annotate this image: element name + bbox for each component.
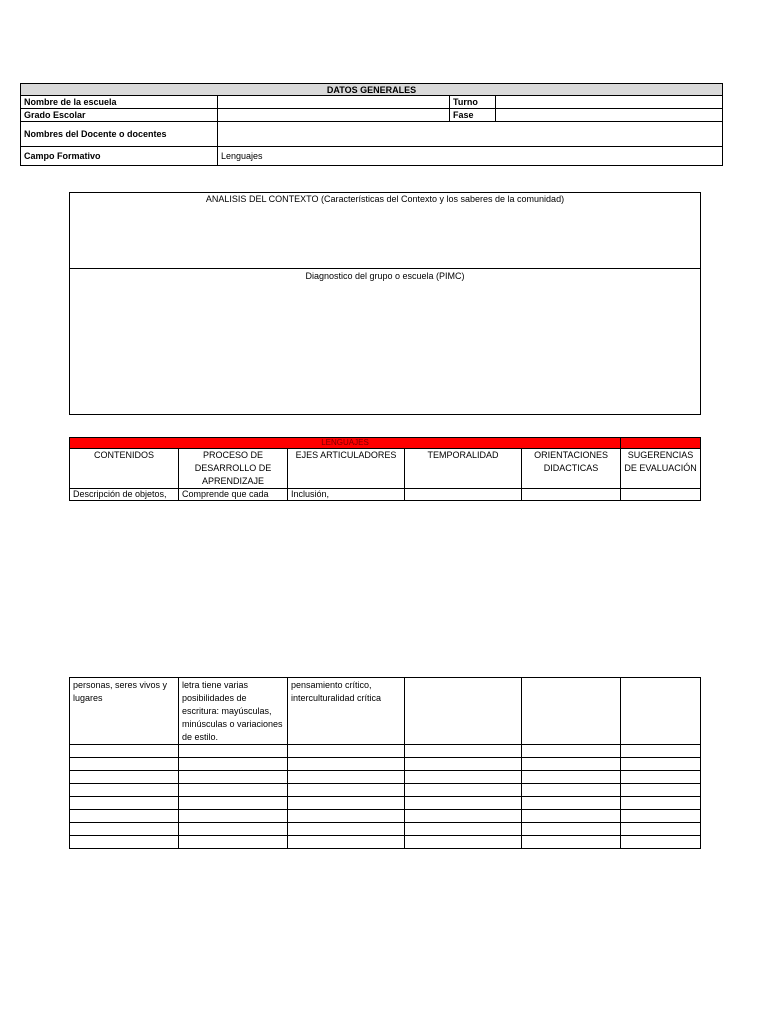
col-contenidos: CONTENIDOS [70,449,179,489]
label-turno: Turno [450,96,496,109]
lenguajes-table [69,437,701,501]
col-sugerencias: SUGERENCIAS DE EVALUACIÓN [621,449,701,489]
empty-cell[interactable] [70,784,179,797]
empty-cell[interactable] [405,784,522,797]
cell-sugerencias-cont[interactable] [621,678,701,745]
empty-cell[interactable] [522,745,621,758]
field-fase[interactable] [496,109,723,122]
cell-proceso[interactable]: Comprende que cada [179,489,288,501]
empty-cell[interactable] [522,758,621,771]
lenguajes-title-extra [621,438,701,449]
lenguajes-table-continued [69,677,701,849]
empty-cell[interactable] [405,771,522,784]
empty-cell[interactable] [405,797,522,810]
diagnostico-section[interactable] [70,269,700,281]
label-nombre-escuela: Nombre de la escuela [21,96,218,109]
empty-cell[interactable] [70,745,179,758]
empty-cell[interactable] [288,810,405,823]
empty-cell[interactable] [522,823,621,836]
col-orientaciones: ORIENTACIONES DIDACTICAS [522,449,621,489]
empty-cell[interactable] [70,810,179,823]
cell-contenidos[interactable]: Descripción de objetos, [70,489,179,501]
empty-cell[interactable] [70,836,179,849]
empty-cell[interactable] [70,797,179,810]
label-grado-escolar: Grado Escolar [21,109,218,122]
empty-cell[interactable] [522,771,621,784]
empty-cell[interactable] [179,810,288,823]
empty-cell[interactable] [179,836,288,849]
cell-ejes-cont[interactable]: pensamiento crítico, interculturalidad crítica [288,678,405,745]
empty-cell[interactable] [70,823,179,836]
empty-cell[interactable] [405,745,522,758]
empty-cell[interactable] [522,836,621,849]
empty-cell[interactable] [179,823,288,836]
empty-cell[interactable] [621,823,701,836]
empty-cell[interactable] [288,758,405,771]
empty-cell[interactable] [621,810,701,823]
col-temporalidad: TEMPORALIDAD [405,449,522,489]
empty-cell[interactable] [179,771,288,784]
field-grado-escolar[interactable] [218,109,450,122]
empty-cell[interactable] [70,771,179,784]
empty-cell[interactable] [522,797,621,810]
empty-cell[interactable] [288,797,405,810]
empty-cell[interactable] [288,823,405,836]
cell-temporalidad-cont[interactable] [405,678,522,745]
empty-cell[interactable] [522,784,621,797]
empty-cell[interactable] [405,810,522,823]
cell-ejes[interactable]: Inclusión, [288,489,405,501]
empty-cell[interactable] [288,771,405,784]
label-campo-formativo: Campo Formativo [21,147,218,166]
empty-cell[interactable] [288,745,405,758]
analisis-contexto-title: ANALISIS DEL CONTEXTO (Características del Contexto y los saberes de la comunidad) [205,194,565,204]
cell-orientaciones-cont[interactable] [522,678,621,745]
empty-cell[interactable] [621,784,701,797]
empty-cell[interactable] [522,810,621,823]
label-fase: Fase [450,109,496,122]
diagnostico-title: Diagnostico del grupo o escuela (PIMC) [305,271,465,281]
lenguajes-title: LENGUAJES [70,438,621,449]
col-proceso: PROCESO DE DESARROLLO DE APRENDIZAJE [179,449,288,489]
empty-cell[interactable] [621,797,701,810]
empty-cell[interactable] [621,836,701,849]
empty-cell[interactable] [179,745,288,758]
col-ejes: EJES ARTICULADORES [288,449,405,489]
empty-cell[interactable] [179,758,288,771]
empty-cell[interactable] [405,823,522,836]
empty-cell[interactable] [621,771,701,784]
empty-cell[interactable] [288,784,405,797]
cell-orientaciones[interactable] [522,489,621,501]
datos-generales-table [20,83,723,166]
empty-cell[interactable] [179,797,288,810]
field-turno[interactable] [496,96,723,109]
cell-sugerencias[interactable] [621,489,701,501]
label-docentes: Nombres del Docente o docentes [21,122,218,147]
empty-cell[interactable] [405,836,522,849]
cell-temporalidad[interactable] [405,489,522,501]
empty-cell[interactable] [70,758,179,771]
empty-cell[interactable] [621,758,701,771]
empty-cell[interactable] [405,758,522,771]
cell-proceso-cont[interactable]: letra tiene varias posibilidades de escritura: mayúsculas, minúsculas o variaciones de estilo. [179,678,288,745]
cell-contenidos-cont[interactable]: personas, seres vivos y lugares [70,678,179,745]
empty-cell[interactable] [621,745,701,758]
analisis-contexto-section[interactable] [70,193,700,269]
datos-generales-header: DATOS GENERALES [21,84,723,96]
field-campo-formativo[interactable]: Lenguajes [218,147,723,166]
contexto-box [69,192,701,415]
field-docentes[interactable] [218,122,723,147]
empty-cell[interactable] [288,836,405,849]
empty-cell[interactable] [179,784,288,797]
field-nombre-escuela[interactable] [218,96,450,109]
